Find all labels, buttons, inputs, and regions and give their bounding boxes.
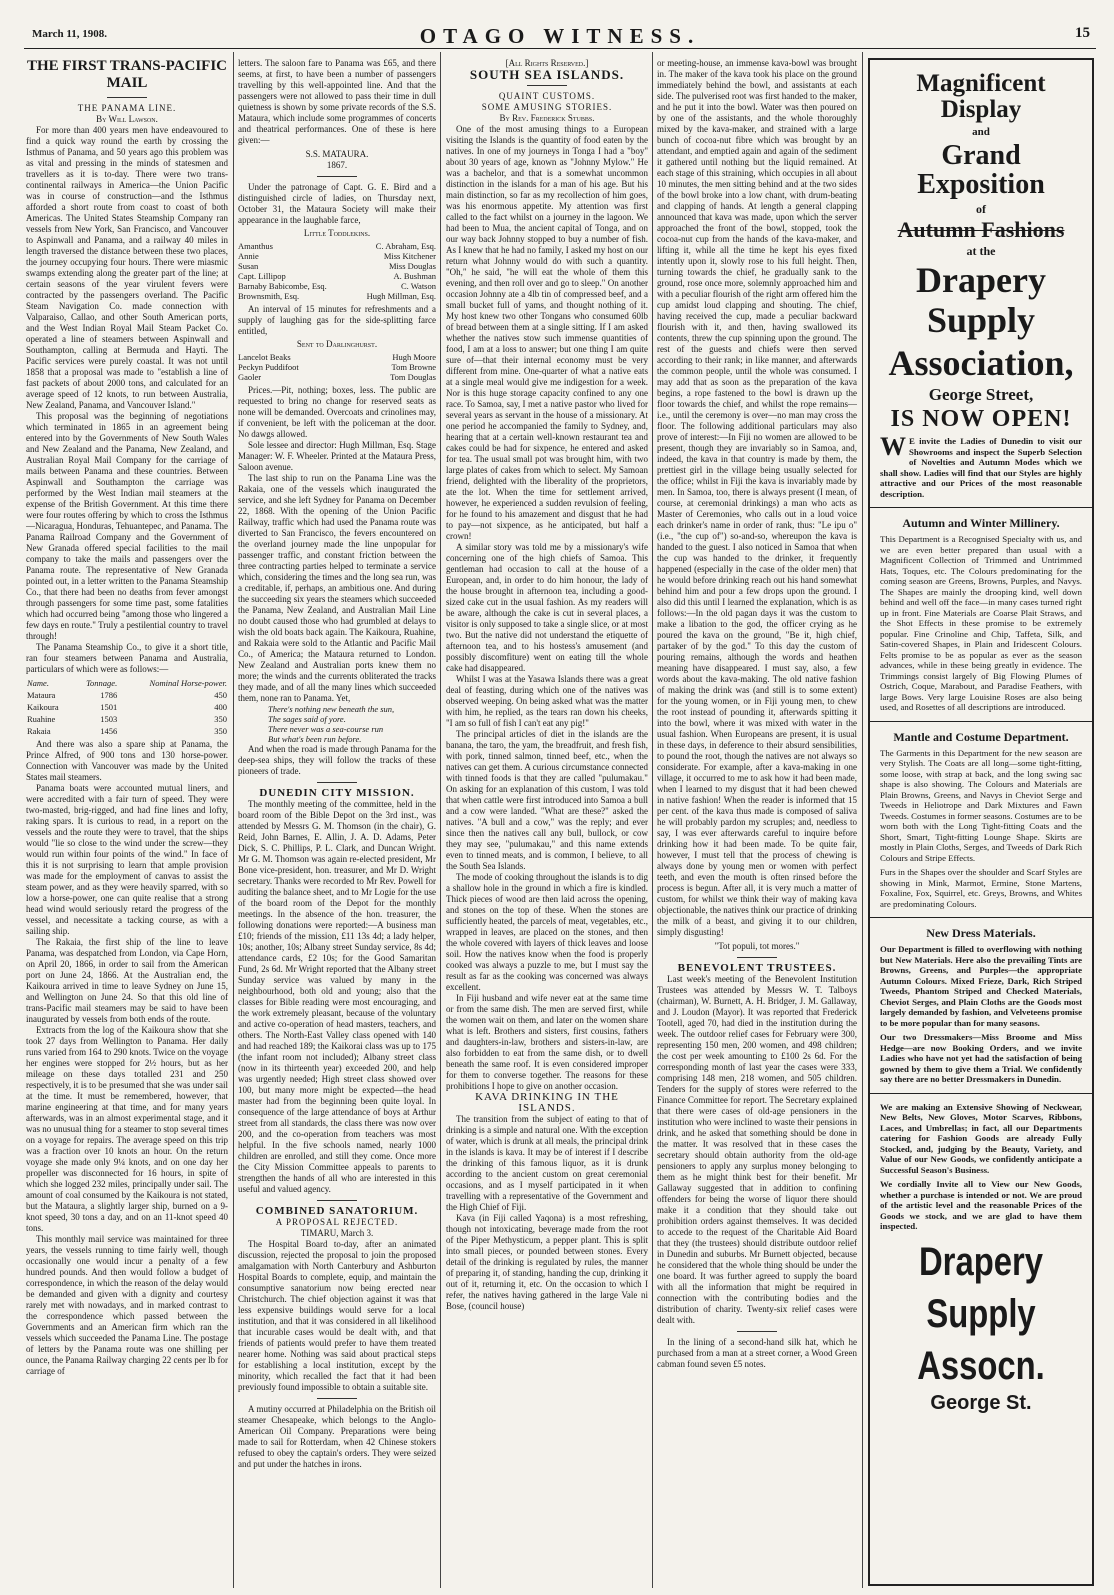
divider [317, 1398, 357, 1399]
paragraph: Under the patronage of Capt. G. E. Bird and a distinguished circle of ladies, on Thursday next, October 31, the Mataura Society will make their appearance in the laughable farce, [238, 182, 436, 225]
ad-intro [880, 432, 1082, 499]
verse-line: There's nothing new beneath the sun, [268, 704, 395, 714]
column-4 [657, 58, 857, 1588]
ad-headline: Grand Exposition [917, 140, 1045, 201]
table-header: Tonnage. [86, 678, 118, 688]
divider [317, 782, 357, 783]
ship-name: S.S. MATAURA. [305, 149, 369, 159]
ad-footer-name: Drapery [919, 1239, 1043, 1284]
paragraph: The Rakaia, the first ship of the line to leave Panama, was despatched from London, via Cape Horn, on April 20, 1866, in order to sail from the American port on June 24, 1866. At the Australian end, the Kaikoura arrived in time to leave Sydney on June 15, and Wellington on June 24. So that this old line of trans-Pacific mail steamers may be said to have been inaugurated by vessels from both ends of the route. [26, 937, 228, 1024]
paragraph: For more than 400 years men have endeavoured to find a quick way round the earth by crossing the Isthmus of Panama, and 50 years ago this problem was as vital and pressing in the minds of statesmen and travellers as it is to-day. There were two trans-continental railways in America—the Union Pacific was in course of construction—and the Isthmus afforded a short route from coast to coast of both Americas. The United States Steamship Company ran vessels from New York, San Francisco, and Vancouver to Aspinwall and Panama, and a railway 40 miles in length traversed the distance between these two places, the journey occupying four hours. There were miasmic swamps extending along the greater part of the line; at certain seasons of the year virulent fevers were contracted by the passengers overland. The Pacific Steam Navigation Co. made connection with Valparaiso, Callao, and other South American ports, and the West Indian Royal Mail Steam Packet Co. operated a line of steamers between Aspinwall and Southampton, calling at Bermuda and Hayti. The Pacific services were purely coastal. It was not until 1858 that a proposal was made to "establish a line of fast packets of about 2000 tons, and calculated for an average speed of 12 knots, to run between Australia, New Zealand, Panama, and Vancouver Island." [26, 125, 228, 410]
table-row [26, 713, 228, 725]
quote: "Tot populi, tot mores." [714, 941, 800, 951]
article-title: SOUTH SEA ISLANDS. [469, 67, 625, 82]
page-number: 15 [1075, 25, 1090, 41]
ships-table [26, 677, 228, 737]
table-cell: Ruahine [27, 714, 56, 724]
table-cell: Kaikoura [27, 702, 59, 712]
role: Barnaby Babicombe, Esq. [238, 281, 327, 291]
paragraph: In Fiji husband and wife never eat at the same time or from the same dish. The men are served first, while the women wait on them, and later on the women share what is left. Brothers and sisters, first cousins, fathers and daughters-in-law, brothers and sisters-in-law, are also forbidden to eat from the same dish, or to dwell beneath the same roof. It is even considered improper for them to converse together. The reasons for these prohibitions I hope to give on another occasion. [446, 993, 648, 1091]
column-3 [446, 58, 648, 1588]
paragraph: or meeting-house, an immense kava-bowl was brought in. The maker of the kava took his place on the ground immediately behind the bowl, and assistants at each side. The pulverised root was first handed to the maker, and he put it into the bowl. Water was then poured on by one of the assistants, and the whole thoroughly mixed by the kava-maker, and strained with a large bunch of cocoa-nut fibre which was brought by an attendant, and emptied again and again of the sediment it gathered until nothing but the liquid remained. At each stage of this straining, which occupies in all about 10 minutes, the men sitting behind and at the two sides of the bowl broke into a low chant, with drum-beating and clapping of hands. At length a general clapping announced that kava was made, upon which the server approached the front of the bowl, stopped, took the cocoa-nut cup from the hands of the kava-maker, and lifting it, while all the time he kept his eyes fixed intently upon it, slowly rose to his full height. Then, turning towards the chief, he gradually sank to the ground, rose once more, solemnly approached him and with a peculiar flourish of the right arm offered him the cup amidst loud clapping and shouting. The chief, having received the cup, made a peculiar backward flourish with it, and then, having swallowed its contents, threw the cup spinning upon the ground. The rest of the guests and chiefs were then served according to their rank; in like manner, and afterwards the common people, until the whole was consumed. I may add that as soon as the preparation of the kava begins, a rope fastened to the bowl is drawn up the floor towards the chief, and whilst the rope remains—i.e., until the ceremony is over—no man may cross the floor. The following additional particulars may also prove of interest:—In Fiji no women are allowed to be present, though they are invariably so in Samoa, and, indeed, the kava in that country is made by them, the prettiest girl in the village being usually selected for the office; whilst in Fiji the kava is invariably made by men. In Samoa, too, there is always present (I mean, of course, at ceremonial drinkings) a man who acts as Master of Ceremonies, who calls out in a loud voice each drinker's name in order of rank, thus: "Le ipu o" (i.e., "the cup of") so-and-so, whereupon the kava is handed to the guest. I also noticed in Samoa that when the cup was handed to the drinker, it frequently happened (especially in the case of the older men) that he would before drinking reach out his hand somewhat behind him and pour a few drops upon the ground. I also did this until I learned the explanation, which is as follows:—In the old pagan days it was the custom to make a libation to the god, the officer crying as he poured the kava on the ground, "Be it, high chief, partaker of by the god." To this day the custom of pouring remains, although the words and heathen meaning have disappeared. I must say, also, a few words about the kava-making. The old native fashion of making the drink was (and still is to some extent) for the young women, or in Fiji young men, to chew the root instead of pounding it, afterwards spitting it into the bowl, where it was mixed with water in the usual fashion. When Europeans are present, it is usual in these days, in deference to their absurd sensibilities, to pound the root, though the natives are not always so considerate. For example, after a kava-making in one village, it occurred to me to ask how it had been made, when I learned to my disgust that it had been chewed in native fashion! When the reader is informed that 15 per cent. of the kava thus made is composed of saliva he will probably pardon my scruples; and, needless to say, I was ever afterwards careful to inquire before drinking how it had been made. To be quite fair, however, I must tell that the process of chewing is always done by young men or women with perfect teeth, and even the mouth is often rinsed before the process is begun. After all, it is very much a matter of custom, for whilst we think their way of making kava objectionable, the natives think our practice of drinking the milk of a beast, and giving it to our children, simply disgusting! [657, 58, 857, 937]
list-item [238, 251, 436, 261]
role: Gaoler [238, 372, 262, 382]
masthead [24, 26, 1096, 49]
issue-date: March 11, 1908. [32, 28, 107, 40]
ad-text: at the [966, 243, 996, 258]
cast-list [238, 241, 436, 301]
list-item [238, 271, 436, 281]
article-subtitle: SOME AMUSING STORIES. [481, 102, 613, 112]
cast-list [238, 352, 436, 382]
verse [238, 704, 436, 744]
paragraph: Extracts from the log of the Kaikoura show that she took 27 days from Wellington to Panama. Her daily runs varied from 164 to 290 knots. Twice on the voyage her engines were stopped for 2½ hours, but as her mileage on these days totalled 231 and 250 respectively, it is to be presumed that she was under sail at the time. It must be remembered, however, that marine engineering at that time, and for many years afterwards, was in an almost experimental stage, and it was no unusual thing for a steamer to stop several times on a voyage for repairs. The average speed on this trip was a fraction over 10 knots an hour. On the return voyage she made only 9¼ knots, and on one day her propeller was disconnected for 16 hours, in spite of which she logged 232 miles, principally under sail. The amount of coal consumed by the Kaikoura is not stated, but the Mataura, a slightly larger ship, burned on a 9-knot speed, 30 tons a day, and on an 11-knot speed 40 tons. [26, 1025, 228, 1233]
actor: Miss Douglas [389, 261, 436, 271]
column-2 [238, 58, 436, 1588]
ad-paragraph: Our two Dressmakers—Miss Broome and Miss Hedge—are now Booking Orders, and we invite Ladies who have not yet had the satisfaction of being gowned by them to give them a Trial. We confidently say there are no better Dressmakers in Dunedin. [880, 1032, 1082, 1085]
column-rule [233, 52, 234, 1588]
actor: Hugh Millman, Esq. [366, 291, 436, 301]
section-title: KAVA DRINKING IN THE ISLANDS. [475, 1091, 619, 1114]
verse-line: There never was a sea-course run [268, 724, 384, 734]
table-cell: Mataura [27, 690, 56, 700]
paragraph: This proposal was the beginning of negotiations which terminated in 1865 in an agreement being entered into by the Governments of New South Wales and New Zealand and the Panama, New Zealand, and Australian Royal Mail Company for the carriage of mails between Panama and these countries. Between Aspinwall and Southampton the carriage was performed by the West Indian mail steamers at the expense of the British Government. At this time there were four routes offering by which to cross the Isthmus—Nicaragua, Honduras, Tehuantepec, and Panama. The Panama Railroad Company and the Government of New Granada offered special facilities to the mail company to take the mails and passengers over the Panama route. The representative of New Granada pointed out, in a letter written to the Panama Steamship Co., that there had been no deaths from fever amongst through passengers for some time past, some fatalities which had occurred being "among those who lingered a few days en route." Truly a pestilential country to travel through! [26, 411, 228, 641]
paragraph: Kava (in Fiji called Yaqona) is a most refreshing, though not intoxicating, beverage made from the root of the Piper Methysticum, a pepper plant. This is split into small pieces, or pounded between stones. Every detail of the drinking is regulated by rules, the manner of preparing it, of standing, handing the cup, drinking it out of it, returning it, etc. On the occasion to which I refer, the natives having gathered in the large Vale ni Bose, (council house) [446, 1213, 648, 1311]
section-title: DUNEDIN CITY MISSION. [259, 787, 415, 799]
paragraph: An interval of 15 minutes for refreshments and a supply of laughing gas for the side-splitting farce entitled, [238, 304, 436, 336]
list-item [238, 291, 436, 301]
ad-footer-address: George St. [930, 1391, 1032, 1414]
actor: C. Watson [400, 281, 436, 291]
ad-store-name: Drapery Supply [916, 260, 1046, 341]
divider [870, 721, 1092, 722]
table-header: Name. [27, 678, 49, 688]
section-subtitle: A PROPOSAL REJECTED. [275, 1217, 399, 1227]
table-header: Nominal Horse-power. [149, 678, 227, 688]
table-row [26, 701, 228, 713]
actor: Tom Douglas [390, 372, 436, 382]
divider [527, 85, 567, 86]
divider [737, 1331, 777, 1332]
paragraph: Sole lessee and director: Hugh Millman, Esq. Stage Manager: W. F. Wheeler. Printed at the Mataura Press, Saloon avenue. [238, 440, 436, 472]
paragraph: A similar story was told me by a missionary's wife concerning one of the high chiefs of Samoa. This gentleman had occasion to call at the house of a European, and, in order to do him honour, the lady of the house brought in afternoon tea, including a good-sized cake cut in the usual fashion. As my readers will be aware, although the cake is cut in several places, a visitor is only supposed to take a single slice, or at most two. But the native did not understand the etiquette of afternoon tea, and to his hostess's amusement (and possibly discomfiture) went on eating till the whole cake had disappeared. [446, 542, 648, 673]
paragraph: This monthly mail service was maintained for three years, the vessels running to time fairly well, though occasionally one would incur a penalty of a few hundred pounds. And then would follow a budget of correspondence, in which the reason of the delay would be demanded and given with a dignity and courtesy rarely met with nowadays, and in marked contrast to the correspondence which passed between the Governments and an American firm which ran the vessels which succeeded the Panama Line. The postage of letters by the Panama route was one shilling per ounce, the Panama Railway charging 22 cents per lb for carriage of [26, 1234, 228, 1376]
table-cell: Rakaia [27, 726, 51, 736]
divider [107, 97, 147, 98]
article-subtitle: THE PANAMA LINE. [77, 103, 177, 113]
byline: By Rev. Frederick Stubbs. [499, 113, 595, 123]
actor: Miss Kitchener [383, 251, 436, 261]
column-rule [862, 52, 863, 1588]
paragraph: The transition from the subject of eating to that of drinking is a simple and natural one. With the exception of water, which is drunk at all meals, the principal drink in the islands is kava. It may be of interest if I describe the drinking of this famous liquor, as it is drunk according to the ancient custom on great ceremonial occasions, and as I myself participated in it when travelling with a representative of the Government and the High Chief of Fiji. [446, 1114, 648, 1212]
paragraph: Prices.—Pit, nothing; boxes, less. The public are requested to bring no change for reserved seats as none will be demanded. Overcoats and crinolines may, if convenient, be left with the policeman at the door. No dawgs allowed. [238, 385, 436, 439]
ad-section-title: Autumn and Winter Millinery. [902, 516, 1060, 531]
paragraph: letters. The saloon fare to Panama was £65, and there seems, at first, to have been a number of passengers travelling by this well-appointed line. And that the passengers were not allowed to pass their time in dull quietness is shown by some private records of the S.S. Mataura, which include some programmes of concerts and theatrical performances. One of these is here given:— [238, 58, 436, 145]
ad-footer-name: Assocn. [917, 1343, 1045, 1388]
table-row [26, 725, 228, 737]
ad-announcement: IS NOW OPEN! [890, 405, 1072, 432]
newspaper-title: OTAGO WITNESS. [419, 24, 701, 48]
role: Brownsmith, Esq. [238, 291, 300, 301]
farce-title: Little Toddlekins. [303, 228, 371, 238]
divider [870, 917, 1092, 918]
farce-title: Sent to Darlinghurst. [296, 339, 378, 349]
ad-section-title: New Dress Materials. [926, 926, 1036, 941]
paragraph: One of the most amusing things to a European visiting the Islands is the quantity of food eaten by the natives. In one of my journeys in Tonga I had a "boy" about 30 years of age, known as "Johnny Mylow." He was a bachelor, and that is a somewhat uncommon distinction in the islands for a man of his age. But his main distinction, so far as my recollection of him goes, was his enormous appetite. My attention was first called to the fact whilst on a journey in the lagoon. We had been to Mua, the ancient capital of Tonga, and on our way back Johnny stopped to buy a number of fish. As I knew that he had no family, I asked my host on our return what Johnny would do with such a quantity. "Oh," he said, "he will eat the whole of them this evening, and then roll over and go to sleep." On another occasion Johnny ate a 4lb tin of compressed beef, and a small bucket full of yams, and thought nothing of it. My host knew two other Tongans who consumed 60lb of bread between them at a single sitting. If I am asked whether the natives stow such immense quantities of food, I am at a loss to answer; but one thing I am quite sure of—that their internal economy must be very different from mine. One-quarter of what a native eats at a single meal would give me indigestion for a week. Nor is this huge storage capacity confined to any one race. To Samoa, say, I met a native pastor who lived for several years as servant in the house of a missionary. At one period he accompanied the family to Sydney, and, hearing that at a certain well-known restaurant tea and cakes could be had for sixpence, he entered and asked for tea. The usual small pot was brought him, with two large plates of cakes from which to select. My Samoan friend, delighted with the liberality of the proprietors, ate the lot. When the time for settlement arrived, however, he experienced a sudden revulsion of feeling, for he found to his amazement and disgust that he had to pay—not sixpence, as he anticipated, but half a crown! [446, 124, 648, 541]
paragraph: A mutiny occurred at Philadelphia on the British oil steamer Chesapeake, which belongs to the Anglo-American Oil Company. Preparations were being made to sail for Rotterdam, when 42 Chinese stokers refused to obey the captain's orders. They were seized and put under the hatches in irons. [238, 1404, 436, 1469]
paragraph: The principal articles of diet in the islands are the banana, the taro, the yam, the breadfruit, and fresh fish, with pork, tinned salmon, tinned beef, etc., when the natives can get them. A curious circumstance connected with tinned foods is that they are called "pulumakau." On asking for an explanation of this custom, I was told that when cattle were first introduced into Samoa a bull and a cow were landed. "What are these?" asked the natives. "A bull and a cow," was the reply; and ever since then the natives call any bull, bullock, or cow they may see, "pulumakau," and this name extends even to tinned meats, and is common, I believe, to all the South Sea Islands. [446, 729, 648, 871]
paragraph: Whilst I was at the Yasawa Islands there was a great deal of feasting, during which one of the natives was observed weeping. On being asked what was the matter with him, he replied, as the tears ran down his cheeks, "I am so full of fish I can't eat any pig!" [446, 674, 648, 728]
section-title: BENEVOLENT TRUSTEES. [677, 962, 837, 974]
list-item [238, 372, 436, 382]
year: 1867. [326, 160, 348, 170]
role: Amanthus [238, 241, 273, 251]
role: Capt. Lillipop [238, 271, 286, 281]
table-cell: 1456 [100, 726, 118, 736]
paragraph: Panama boats were accounted mutual liners, and were accredited with a fair turn of speed. They were two-masted, brig-rigged, and had fine lines and lofty, raking spars. It is curious to read, in a report on the vessels and the route they were to travel, that the ships would "lie so close to the wind under the screw—they would run within four points of the wind." In face of this it is not surprising to learn that ample provision was made for the employment of canvas to assist the steam power, and as they were heavily sparred, with so low a horse-power, one can quite realise that a strong head wind would seriously retard the progress of the vessel, and necessitate a tacking course, as with a sailing ship. [26, 783, 228, 936]
paragraph: And there was also a spare ship at Panama, the Prince Alfred, of 900 tons and 130 horse-power. Connection with Vancouver was made by the United States mail steamers. [26, 739, 228, 782]
ad-paragraph: Our Department is filled to overflowing with nothing but New Materials. Here also the prevailing Tints are Browns, Greens, and Purples—the appropriate Autumn Colours. Mixed Frieze, Dark, Rich Striped Tweeds, Phantom Striped and Checked Materials, Cheviot Serges, and Plain Cloths are the Goods most largely demanded by fashion, and Velveteens promise to be more popular than for many seasons. [880, 944, 1082, 1028]
divider [870, 1093, 1092, 1094]
ad-intro-text: E invite the Ladies of Dunedin to visit our Showrooms and inspect the Superb Selection of Novelties and Autumn Modes which we shall show. Ladies will find that our Styles are highly attractive and our Prices of the most reasonable description. [880, 436, 1082, 499]
ad-section-title: Mantle and Costume Department. [893, 729, 1069, 744]
paragraph: The Hospital Board to-day, after an animated discussion, rejected the proposal to join the proposed amalgamation with North Canterbury and Ashburton Hospital Boards to complete, equip, and maintain the consumptive sanatorium now being erected near Christchurch. The chief objection against it was that less expensive buildings would serve for a local institution, and that it was considered in all likelihood that incurable cases would be dealt with, and that friends of patients would prefer to have them treated nearer home. Nothing was said about practical steps for establishing a local institution, except by the minority, which recalled the fact that it had been previously found impossible to obtain a suitable site. [238, 1239, 436, 1392]
role: Lancelot Beaks [238, 352, 291, 362]
divider [317, 1200, 357, 1201]
ad-headline: Magnificent Display [916, 70, 1046, 124]
table-cell: 1501 [100, 702, 118, 712]
divider [317, 176, 357, 177]
drapery-advertisement [868, 58, 1094, 1586]
actor: C. Abraham, Esq. [375, 241, 436, 251]
role: Annie [238, 251, 259, 261]
verse-line: But what's been run before. [268, 734, 362, 744]
table-cell: 350 [214, 726, 227, 736]
drop-cap: W [880, 432, 906, 462]
ad-store-name: Association, [888, 343, 1074, 384]
role: Susan [238, 261, 259, 271]
rights-notice: [All Rights Reserved.] [505, 58, 589, 68]
actor: Tom Browne [391, 362, 436, 372]
list-item [238, 362, 436, 372]
actor: Hugh Moore [392, 352, 436, 362]
list-item [238, 281, 436, 291]
ad-headline: Autumn Fashions [897, 217, 1065, 243]
ad-paragraph: Furs in the Shapes over the shoulder and Scarf Styles are showing in Mink, Marmot, Ermine, Stone Martens, Foxaline, Fox, Squirrel, etc. Greys, Browns, and Whites are predominating Colours. [880, 867, 1082, 909]
verse-line: The sages said of yore. [268, 714, 346, 724]
paragraph: Last week's meeting of the Benevolent Institution Trustees was attended by Messrs W. T. Talboys (chairman), W. Burnett, A. H. Bridger, J. M. Gallaway, and J. Loudon (Mayor). It was reported that Frederick Tootell, aged 70, had died in the institution during the week. The outdoor relief cases for February were 300, representing 150 men, 200 women, and 498 children; the cost per week amounting to £100 2s 6d. For the corresponding month of last year the cases were 333, comprising 148 men, 218 women, and 505 children. Tenders for the supply of stores were referred to the Finance Committee for report. The Secretary explained that there were cases of old-age pensioners in the institution who were inclined to waste their pensions in drink, and he asked that something should be done in the matter. It was resolved that in these cases the secretary should obtain authority from the old-age pensioners to apply any surplus money belonging to them as he might think best for their benefit. Mr Gallaway suggested that in addition to confining offenders for being the worse of liquor there should make it a condition that they should take out prohibition orders against themselves. It was decided to accede to the request of the Charitable Aid Board that they (the trustees) should distribute outdoor relief in Dunedin and suburbs. Mr Burnett objected, because he considered that the whole thing should be under the one board. It was further agreed to supply the board with all the information that might be required in connection with the contributing bodies and the distribution of charity. Twenty-six relief cases were dealt with. [657, 974, 857, 1325]
actor: A. Bushman [393, 271, 436, 281]
article-title: THE FIRST TRANS-PACIFIC MAIL [26, 58, 228, 91]
ad-footer-name: Supply [926, 1291, 1036, 1336]
paragraph: And when the road is made through Panama for the deep-sea ships, they will follow the tracks of these pioneers of trade. [238, 744, 436, 776]
ad-paragraph: We cordially Invite all to View our New Goods, whether a purchase is intended or not. We are proud of the artistic level and the reasonable Prices of the Goods we stock, and we are glad to have them inspected. [880, 1179, 1082, 1232]
table-row [26, 689, 228, 701]
table-cell: 400 [214, 702, 227, 712]
ad-text: and [972, 125, 990, 138]
section-title: COMBINED SANATORIUM. [255, 1205, 419, 1217]
paragraph: The mode of cooking throughout the islands is to dig a shallow hole in the ground in which a fire is kindled. Thick pieces of wood are then laid across the opening, and stones on the top of these. When the stones are sufficiently heated, the parcels of meat, vegetables, etc., wrapped in leaves, are placed on the stones, and then the whole covered with layers of thick leaves and loose soil. How the natives know when the food is properly cooked was always a puzzle to me, but I must say the result as far as the cooking was concerned was always excellent. [446, 872, 648, 992]
divider [737, 957, 777, 958]
list-item [238, 352, 436, 362]
table-cell: 1786 [100, 690, 118, 700]
column-1 [26, 58, 228, 1588]
role: Peckyn Puddifoot [238, 362, 299, 372]
list-item [238, 241, 436, 251]
table-cell: 1503 [100, 714, 118, 724]
paragraph: In the lining of a second-hand silk hat, which he purchased from a man at a street corner, a Wood Green cabman found seven £5 notes. [657, 1337, 857, 1369]
byline: By Will Lawson. [96, 114, 158, 124]
table-cell: 450 [214, 690, 227, 700]
ad-paragraph: The Garments in this Department for the new season are very Stylish. The Coats are all long—some tight-fitting, some loose, with strap at back, and the long swing sac shape is also showing. The Colours and Materials are Plain Browns, Greens, and Navys in Cheviot Serge and Tweeds in Heliotrope and Dark Mixtures and Fawn Tweeds. Costumes in former seasons. Costumes are to be worn both with the Long Tight-fitting Coats and the Short, Smart, Tight-fitting Lounge Shape. Skirts are mostly in Plain Cloths, Serges, and Tweeds of Dark Rich Colours and Stripe Effects. [880, 747, 1082, 863]
list-item [238, 261, 436, 271]
article-subtitle: QUAINT CUSTOMS. [498, 91, 596, 101]
paragraph: The last ship to run on the Panama Line was the Rakaia, one of the vessels which inaugurated the service, and she left Sydney for Panama on December 22, 1868. With the opening of the Union Pacific Railway, traffic which had used the Panama route was diverted to San Francisco, the fevers encountered on the overland journey made the line unpopular for passenger traffic, and constant friction between the three contracting parties helped to terminate a service which, considering the times and the long sea run, was a creditable, if, perhaps, an ambitious one. And during the succeeding six years the steamers which succeeded the Panama, New Zealand, and Australian Mail Line no doubt caused those who had grumbled at delays to wish the old boats back again. The Kaikoura, Ruahine, and Rakaia were sold to the Atlantic and Pacific Mail Co., of America; the Mataura returned to London. New Zealand and Australian ports knew them no more; the winds and the currents obliterated the tracks they made, and of all the many lines which succeeded them, none ran to Panama. Yet, [238, 473, 436, 703]
table-cell: 350 [214, 714, 227, 724]
divider [870, 507, 1092, 508]
ad-address: George Street, [928, 385, 1034, 405]
ad-paragraph: This Department is a Recognised Specialty with us, and we are even better prepared than usual with a Magnificent Collection of Trimmed and Untrimmed Hats, Toques, etc. The Colours predominating for the coming season are Greens, Browns, Purples, and Navys. The Shapes are mainly the drooping kind, well down behind and well off the face—in many cases turned right up in front. Fine Materials are Coarse Plait Straws, and the Shot Effects in these promise to be extremely popular. Fine Crinoline and Chip, Taffeta, Silk, and Satin-covered Shapes, in Plain and Iridescent Colours. Felts promise to be as popular as ever as the season advances, while in these being greatly in evidence. The Trimmings consist largely of Big Flowing Plumes of Ostrich, Coque, Marabout, and Paradise Feathers, with large Bows. Very large Louisine Roses are also being used, and Rosettes of all descriptions are introduced. [880, 534, 1082, 713]
paragraph: The monthly meeting of the committee, held in the board room of the Bible Depot on the 3rd inst., was attended by Messrs G. M. Thomson (in the chair), G. Reid, John Barnes, E. Allin, J. A. D. Adams, Peter Dick, S. C. Phillips, P. L. Clark, and Duncan Wright. Mr G. M. Thomson was again re-elected president, Mr Bone vice-president, hon. treasurer, and Mr D. Wright secretary. Thanks were recorded to Mr Rev. Powell for auditing the balance sheet, and to Mr Logie for the use of the board room of the Depot for the monthly meetings. In the absence of the hon. treasurer, the following donations were reported:—A business man £10; friends of the mission, £11 13s 4d; a lady helper, 10s; another, 10s; Albany street Sunday service, 8s 4d; attendance cards, £2 10s; for the Good Samaritan Fund, 2s 6d. Mr Wright reported that the Albany street Sunday service was valued by many in the neighbourhood, both old and young; also that the classes for Bible reading were most encouraging, and the work extremely pleasant, because of the voluntary and active co-operation of head masters, teachers, and others. The North-East Valley class opened with 140 and had reached 189; the Kaikorai class was up to 175 (the infant room not included); Albany street class (now in its thirteenth year) exceeded 200, and help was urgently needed; High street class showed over 100, but many more might be expected—the head master had from the beginning been quite loyal. In consequence of the large attendance of boys at Arthur street from all standards, the class there was now over 200, and the co-operation from teachers was most helpful. In the five schools named, nearly 1000 children are enrolled, and still they come. Once more the City Mission Committee appeals to parents to strengthen the hands of all who are interested in this useful and valued agency. [238, 799, 436, 1194]
paragraph: The Panama Steamship Co., to give it a short title, ran four steamers between Panama and Australia, particulars of which were as follows:— [26, 642, 228, 674]
ad-paragraph: We are making an Extensive Showing of Neckwear, New Belts, New Gloves, Motor Scarves, Ribbons, Laces, and Umbrellas; in fact, all our Departments catering for Fashion Goods are already Fully Stocked, and, judging by the Beauty, Variety, and Value of our New Goods, we confidently anticipate a Successful Season's Business. [880, 1101, 1082, 1175]
dateline: TIMARU, March 3. [300, 1228, 374, 1238]
column-rule [440, 52, 441, 1588]
ad-text: of [976, 201, 986, 216]
column-rule [652, 52, 653, 1588]
